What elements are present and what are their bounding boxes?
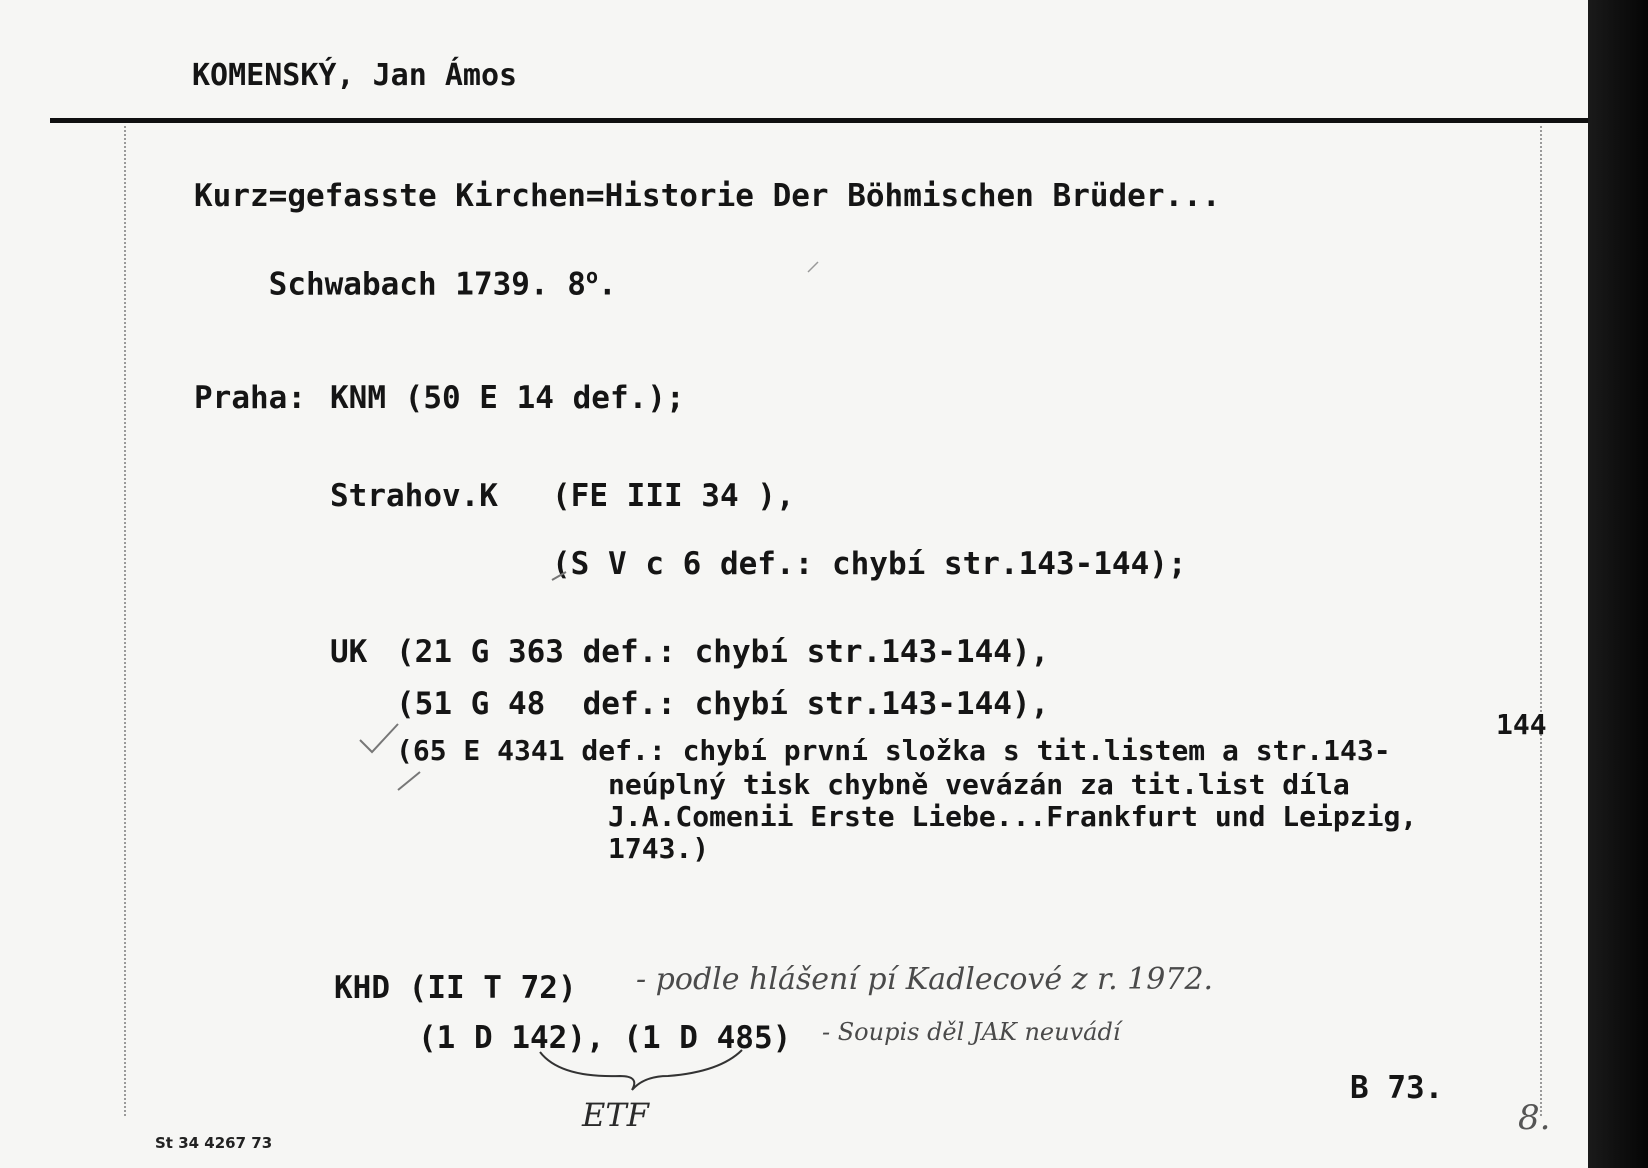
imprint-text: Schwabach 1739. 8 — [268, 266, 586, 303]
check-mark — [360, 724, 398, 752]
card-number: St 34 4267 73 — [155, 1134, 273, 1152]
brace-mark — [540, 1050, 742, 1090]
title-line: Kurz=gefasste Kirchen=Historie Der Böhmischen Brüder... — [194, 178, 1221, 214]
khd-handwritten-note-1: - podle hlášení pí Kadlecové z r. 1972. — [636, 962, 1214, 997]
imprint-end: . — [597, 266, 617, 303]
praha-label: Praha: — [194, 380, 306, 416]
check-mark — [808, 262, 818, 272]
uk-holding-3: (65 E 4341 def.: chybí první složka s tit.listem a str.143- — [396, 734, 1391, 767]
shelf-signature: B 73. — [1350, 1070, 1444, 1106]
strahov-holding-1: (FE III 34 ), — [552, 478, 795, 514]
author-heading: KOMENSKÝ, Jan Ámos — [192, 58, 518, 93]
uk-holding-3-overwrite: 144 — [1496, 708, 1547, 741]
check-mark — [552, 572, 566, 580]
khd-handwritten-note-2: - Soupis děl JAK neuvádí — [822, 1018, 1121, 1046]
knm-holding: KNM (50 E 14 def.); — [330, 380, 685, 416]
uk-label: UK — [330, 634, 368, 670]
khd-holding-2: (1 D 142), (1 D 485) — [418, 1020, 792, 1056]
check-mark — [398, 772, 420, 790]
strahov-holding-2: (S V c 6 def.: chybí str.143-144); — [552, 546, 1187, 582]
khd-holding-1: KHD (II T 72) — [334, 970, 577, 1006]
uk-holding-1: (21 G 363 def.: chybí str.143-144), — [396, 634, 1050, 670]
corner-handwritten-mark: 8. — [1518, 1098, 1551, 1138]
etf-handwritten-note: ETF — [582, 1096, 649, 1134]
uk-holding-3-note-2: J.A.Comenii Erste Liebe...Frankfurt und Leipzig, — [608, 800, 1418, 833]
uk-holding-3-note-3: 1743.) — [608, 832, 710, 865]
scan-edge-strip — [1588, 0, 1648, 1168]
uk-holding-3-note-1: neúplný tisk chybně vevázán za tit.list díla — [608, 768, 1350, 801]
strahov-label: Strahov.K — [330, 478, 498, 514]
format-superscript: o — [585, 264, 598, 288]
uk-holding-2: (51 G 48 def.: chybí str.143-144), — [396, 686, 1050, 722]
